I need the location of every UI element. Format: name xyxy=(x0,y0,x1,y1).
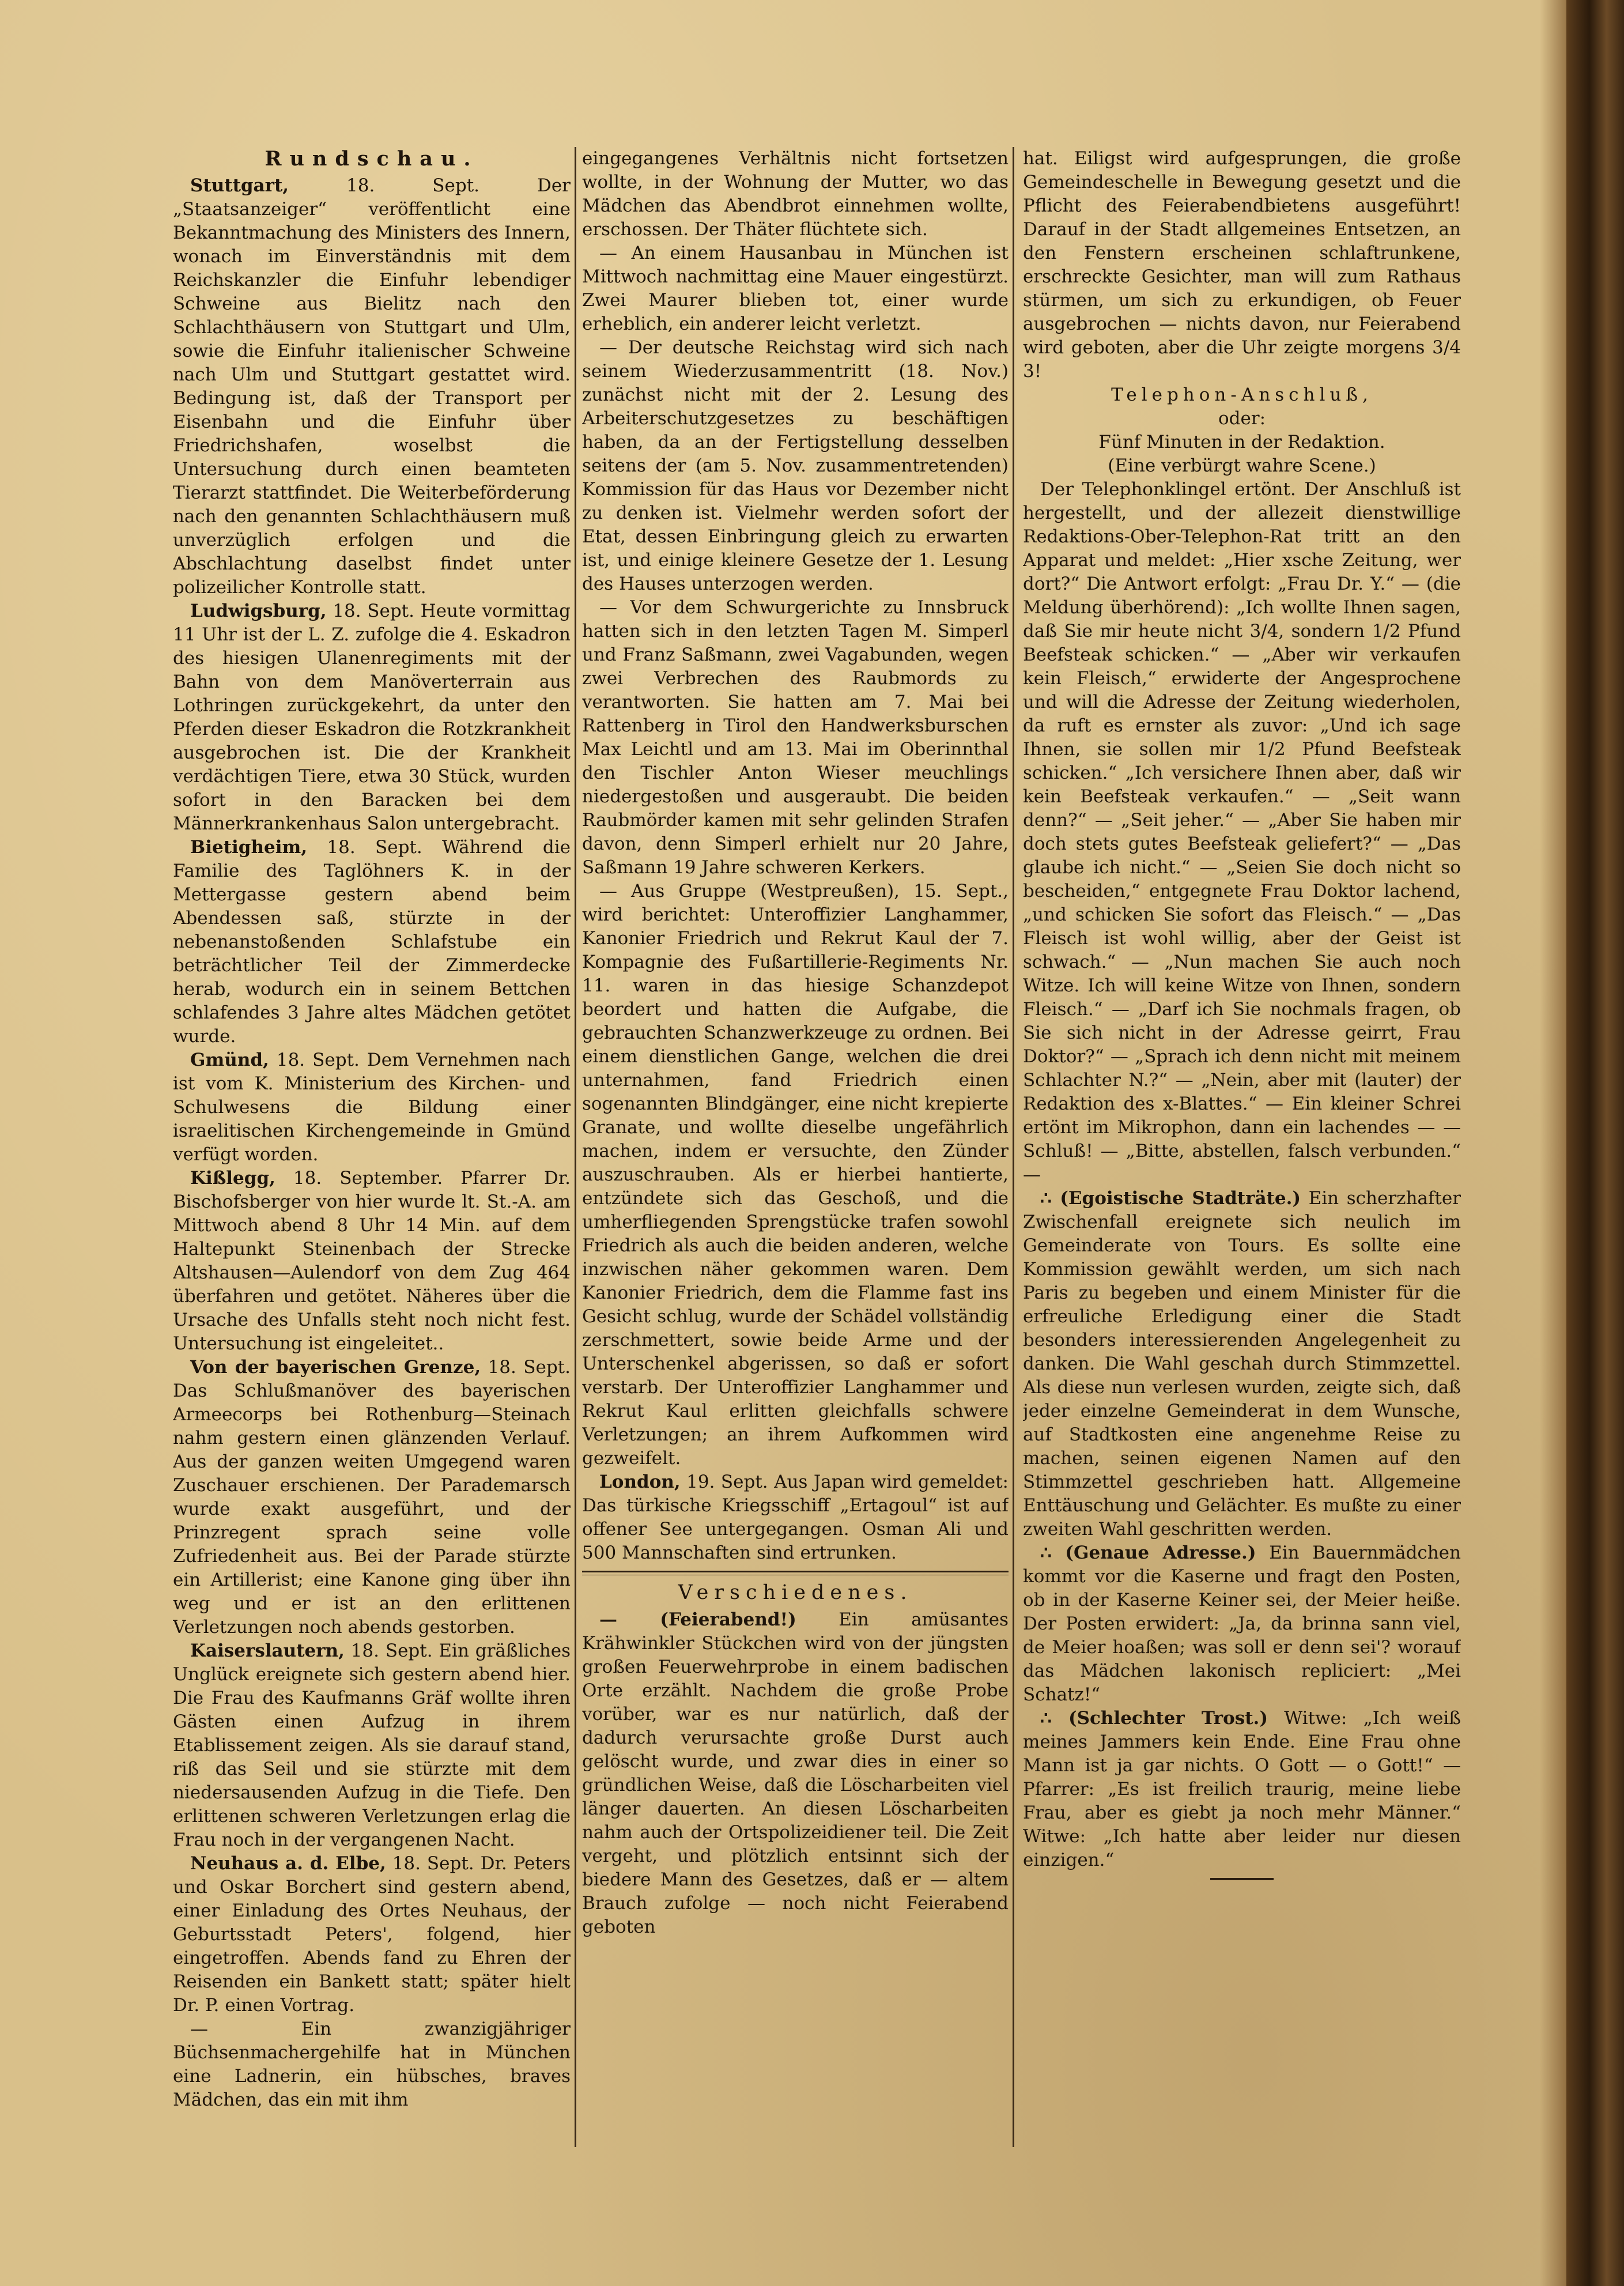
article xyxy=(1023,1541,1461,1707)
section-divider xyxy=(582,1571,1009,1575)
subhead-title: Telephon-Anschluß, xyxy=(1111,384,1373,405)
article-text: 18. Sept. Ein gräßliches Unglück ereignete sich gestern abend hier. Die Frau des Kaufmanns Gräf wollte ihren Gästen einen Aufzug in ihrem Etablissement zeigen. Als sie darauf stand, riß das Seil und sie stürzte mit dem niedersausenden Aufzug in die Tiefe. Den erlittenen schweren Verletzungen erlag die Frau noch in der vergangenen Nacht. xyxy=(173,1640,571,1850)
article xyxy=(1023,478,1461,1187)
article-text: Der Telephonklingel ertönt. Der Anschluß ist hergestellt, und der allezeit dienstwillige Redaktions-Ober-Telephon-Rat tritt an den Apparat und meldet: „Hier xsche Zeitung, wer dort?“ Die Antwort erfolgt: „Frau Dr. Y.“ — (die Meldung überhörend): „Ich wollte Ihnen sagen, daß Sie mir heute nicht 3/4, sondern 1/2 Pfund Beefsteak schicken.“ — „Aber wir verkaufen kein Fleisch,“ erwiderte der Angesprochene und will die Adresse der Zeitung wiederholen, da ruft es ernster als zuvor: „Und ich sage Ihnen, sie sollen mir 1/2 Pfund Beefsteak schicken.“ „Ich versichere Ihnen aber, daß wir kein Beefsteak verkaufen.“ — „Seit wann denn?“ — „Seit jeher.“ — „Aber Sie haben mir doch stets gutes Beefsteak geliefert?“ — „Das glaube ich nicht.“ — „Seien Sie doch nicht so bescheiden,“ entgegnete Frau Doktor lachend, „und schicken Sie sofort das Fleisch.“ — „Das Fleisch ist wohl willig, aber der Geist ist schwach.“ — „Nun machen Sie auch noch Witze. Ich will keine Witze von Ihnen, sondern Fleisch.“ — „Darf ich Sie nochmals fragen, ob Sie sich nicht in der Adresse geirrt, Frau Doktor?“ — „Sprach ich denn nicht mit meinem Schlachter N.?“ — „Nein, aber mit (lauter) der Redaktion des x-Blattes.“ — Ein kleiner Schrei ertönt im Mikrophon, dann ein lachendes — — Schluß! — „Bitte, abstellen, falsch verbunden.“ — xyxy=(1023,479,1461,1185)
article xyxy=(173,174,571,599)
article-text: hat. Eiligst wird aufgesprungen, die große Gemeindeschelle in Bewegung gesetzt und die Pflicht des Feierabendbietens ausgeführt! Darauf in der Stadt allgemeines Entsetzen, an den Fenstern erscheinen schlaftrunkene, erschreckte Gesichter, man will zum Rathaus stürmen, um sich zu erkundigen, ob Feuer ausgebrochen — nichts davon, nur Feierabend wird geboten, aber die Uhr zeigte morgens 3/4 3! xyxy=(1023,148,1461,382)
column-1 xyxy=(173,147,571,2147)
article-text: 18. Sept. Das Schlußmanöver des bayerischen Armeecorps bei Rothenburg—Steinach nahm gestern einen glänzenden Verlauf. Aus der ganzen weiten Umgegend waren Zuschauer erschienen. Der Parademarsch wurde exakt ausgeführt, und der Prinzregent sprach seine volle Zufriedenheit aus. Bei der Parade stürzte ein Artillerist; eine Kanone ging über ihn weg und er ist an den erlittenen Verletzungen noch abends gestorben. xyxy=(173,1357,571,1638)
article xyxy=(582,242,1009,336)
column-3 xyxy=(1023,147,1461,2141)
article-place: Bietigheim, xyxy=(190,837,308,858)
article-place: Von der bayerischen Grenze, xyxy=(190,1357,481,1378)
article-place: Neuhaus a. d. Elbe, xyxy=(190,1853,386,1874)
subhead-subtitle: Fünf Minuten in der Redaktion. xyxy=(1098,432,1385,452)
article xyxy=(173,1852,571,2017)
article xyxy=(173,836,571,1048)
subhead-note: (Eine verbürgt wahre Scene.) xyxy=(1108,455,1376,476)
article-text: 18. Sept. Heute vormittag 11 Uhr ist der L. Z. zufolge die 4. Eskadron des hiesigen Ulanenregiments mit der Bahn von dem Manöverterrain aus Lothringen zurückgekehrt, da unter den Pferden dieser Eskadron die Rotzkrankheit ausgebrochen ist. Die der Krankheit verdächtigen Tiere, etwa 30 Stück, wurden sofort in den Baracken bei dem Männerkrankenhaus Salon untergebracht. xyxy=(173,601,571,834)
article-text: Ein amüsantes Krähwinkler Stückchen wird von der jüngsten großen Feuerwehrprobe in einem badischen Orte erzählt. Nachdem die große Probe vorüber, war es nur natürlich, daß der dadurch verursachte große Durst auch gelöscht wurde, und zwar dies in einer so gründlichen Weise, daß die Löscharbeiten viel länger dauerten. An diesen Löscharbeiten nahm auch der Ortspolizeidiener teil. Die Zeit vergeht, und plötzlich entsinnt sich der biedere Mann des Gesetzes, daß er — altem Brauch zufolge — noch nicht Feierabend geboten xyxy=(582,1609,1009,1937)
article-text: — Der deutsche Reichstag wird sich nach seinem Wiederzusammentritt (18. Nov.) zunächst nicht mit der 2. Lesung des Arbeiterschutzgesetzes zu beschäftigen haben, da an der Fertigstellung desselben seitens der (am 5. Nov. zusammentretenden) Kommission für das Haus vor Dezember nicht zu denken ist. Vielmehr werden sofort der Etat, dessen Einbringung gleich zu erwarten ist, und einige kleinere Gesetze der 1. Lesung des Hauses unterzogen werden. xyxy=(582,337,1009,594)
article-place: ∴ (Schlechter Trost.) xyxy=(1040,1708,1268,1729)
article-text: 18. Sept. Der „Staatsanzeiger“ veröffentlicht eine Bekanntmachung des Ministers des Innern, wonach im Einverständnis mit dem Reichskanzler die Einfuhr lebendiger Schweine aus Bielitz nach den Schlachthäusern von Stuttgart und Ulm, sowie die Einfuhr italienischer Schweine nach Ulm und Stuttgart gestattet wird. Bedingung ist, daß der Transport per Eisenbahn und die Einfuhr über Friedrichshafen, woselbst die Untersuchung durch einen beamteten Tierarzt stattfindet. Die Weiterbeförderung nach den genannten Schlachthäusern muß unverzüglich erfolgen und die Abschlachtung daselbst findet unter polizeilicher Kontrolle statt. xyxy=(173,175,571,598)
article xyxy=(582,1470,1009,1565)
article-text: — Aus Gruppe (Westpreußen), 15. Sept., wird berichtet: Unteroffizier Langhammer, Kanonier Friedrich und Rekrut Kaul der 7. Kompagnie des Fußartillerie-Regiments Nr. 11. waren in das hiesige Schanzdepot beordert und hatten die Aufgabe, die gebrauchten Schanzwerkzeuge zu ordnen. Bei einem dienstlichen Gange, welchen die drei unternahmen, fand Friedrich einen sogenannten Blindgänger, eine nicht krepierte Granate, und wollte dieselbe ungefährlich machen, indem er versuchte, den Zünder auszuschrauben. Als er hierbei hantierte, entzündete sich das Geschoß, und die umherfliegenden Sprengstücke trafen sowohl Friedrich als auch die beiden anderen, welche inzwischen näher gekommen waren. Dem Kanonier Friedrich, dem die Flamme fast ins Gesicht schlug, wurde der Schädel vollständig zerschmettert, sowie beide Arme und der Unterschenkel abgerissen, so daß er sofort verstarb. Der Unteroffizier Langhammer und Rekrut Kaul erlitten gleichfalls schwere Verletzungen; an ihrem Aufkommen wird gezweifelt. xyxy=(582,881,1009,1469)
article-place: ∴ (Egoistische Stadträte.) xyxy=(1040,1188,1301,1209)
subhead-or: oder: xyxy=(1218,408,1266,429)
article-text: 18. Sept. Dem Vernehmen nach ist vom K. Ministerium des Kirchen- und Schulwesens die Bildung einer israelitischen Kirchengemeinde in Gmünd verfügt worden. xyxy=(173,1050,571,1165)
article-place: ∴ (Genaue Adresse.) xyxy=(1040,1542,1256,1563)
article xyxy=(173,1356,571,1639)
article-place: Gmünd, xyxy=(190,1050,269,1070)
section-heading-verschiedenes: Verschiedenes. xyxy=(678,1581,913,1604)
article xyxy=(1023,1707,1461,1872)
article-text: — Vor dem Schwurgerichte zu Innsbruck hatten sich in den letzten Tagen M. Simperl und Franz Saßmann, zwei Vagabunden, wegen zwei Verbrechen des Raubmords zu verantworten. Sie hatten am 7. Mai bei Rattenberg in Tirol den Handwerksburschen Max Leichtl und am 13. Mai im Oberinnthal den Tischler Anton Wieser meuchlings niedergestoßen und ausgeraubt. Die beiden Raubmörder kamen mit sehr gelinden Strafen davon, denn Simperl erhielt nur 20 Jahre, Saßmann 19 Jahre schweren Kerkers. xyxy=(582,597,1009,878)
article-place: Ludwigsburg, xyxy=(190,601,327,621)
article-text: — An einem Hausanbau in München ist Mittwoch nachmittag eine Mauer eingestürzt. Zwei Maurer blieben tot, einer wurde erheblich, ein anderer leicht verletzt. xyxy=(582,243,1009,334)
column-rule-2 xyxy=(1013,147,1014,2147)
article xyxy=(582,596,1009,880)
article-place: Stuttgart, xyxy=(190,175,289,196)
book-binding-edge xyxy=(1566,0,1624,2286)
article-text: eingegangenes Verhältnis nicht fortsetzen wollte, in der Wohnung der Mutter, wo das Mädchen das Abendbrot einnehmen wollte, erschossen. Der Thäter flüchtete sich. xyxy=(582,148,1009,240)
article-text: 19. Sept. Aus Japan wird gemeldet: Das türkische Kriegsschiff „Ertagoul“ ist auf offener See untergegangen. Osman Ali und 500 Mannschaften sind ertrunken. xyxy=(582,1472,1009,1563)
page-edge-shadow xyxy=(1540,0,1566,2286)
article-text: 18. September. Pfarrer Dr. Bischofsberger von hier wurde lt. St.-A. am Mittwoch abend 8 Uhr 14 Min. auf dem Haltepunkt Steinenbach der Strecke Altshausen—Aulendorf von dem Zug 464 überfahren und getötet. Näheres über die Ursache des Unfalls steht noch nicht fest. Untersuchung ist eingeleitet.. xyxy=(173,1168,571,1354)
article xyxy=(582,336,1009,596)
article xyxy=(173,1167,571,1356)
article xyxy=(1023,1187,1461,1541)
article-text: Ein scherzhafter Zwischenfall ereignete sich neulich im Gemeinderate von Tours. Es sollte eine Kommission gewählt werden, um sich nach Paris zu begeben und einem Minister für die erfreuliche Erledigung einer die Stadt besonders interessierenden Angelegenheit zu danken. Die Wahl geschah durch Stimmzettel. Als diese nun verlesen wurden, zeigte sich, daß jeder einzelne Gemeinderat in dem Wunsche, auf Stadtkosten eine angenehme Reise zu machen, seinen eigenen Namen auf den Stimmzettel geschrieben hatt. Allgemeine Enttäuschung und Gelächter. Es mußte zu einer zweiten Wahl geschritten werden. xyxy=(1023,1188,1461,1540)
article xyxy=(582,880,1009,1470)
article xyxy=(173,1639,571,1852)
article-place: London, xyxy=(599,1472,681,1492)
article-text: Ein Bauernmädchen kommt vor die Kaserne und fragt den Posten, ob in der Kaserne Keiner sei, der Meier heiße. Der Posten erwidert: „Ja, da brinna sann viel, de Meier hoaßen; was soll er denn sei'? worauf das Mädchen lakonisch repliciert: „Mei Schatz!“ xyxy=(1023,1542,1461,1705)
article xyxy=(173,1048,571,1167)
end-rule xyxy=(1210,1878,1274,1880)
article xyxy=(582,147,1009,242)
column-2 xyxy=(582,147,1009,2153)
article-place: Kißlegg, xyxy=(190,1168,275,1189)
article xyxy=(173,599,571,836)
article xyxy=(582,1608,1009,1939)
section-heading-rundschau: Rundschau. xyxy=(265,147,479,171)
article-text: 18. Sept. Dr. Peters und Oskar Borchert sind gestern abend, einer Einladung des Ortes Neuhaus, der Geburtsstadt Peters', folgend, hier eingetroffen. Abends fand zu Ehren der Reisenden ein Bankett statt; später hielt Dr. P. einen Vortrag. xyxy=(173,1853,571,2016)
article-text: Witwe: „Ich weiß meines Jammers kein Ende. Eine Frau ohne Mann ist ja gar nichts. O Gott — o Gott!“ — Pfarrer: „Es ist freilich traurig, meine liebe Frau, aber es giebt ja noch mehr Männer.“ Witwe: „Ich hatte aber leider nur diesen einzigen.“ xyxy=(1023,1708,1461,1870)
article-text: 18. Sept. Während die Familie des Taglöhners K. in der Mettergasse gestern abend beim Abendessen saß, stürzte in der nebenanstoßenden Schlafstube ein beträchtlicher Teil der Zimmerdecke herab, wodurch ein in seinem Bettchen schlafendes 3 Jahre altes Mädchen getötet wurde. xyxy=(173,837,571,1047)
column-rule-1 xyxy=(575,147,576,2147)
article-place: — (Feierabend!) xyxy=(599,1609,796,1630)
article-text: — Ein zwanzigjähriger Büchsenmachergehilfe hat in München eine Ladnerin, ein hübsches, braves Mädchen, das ein mit ihm xyxy=(173,2019,571,2110)
article-place: Kaiserslautern, xyxy=(190,1640,345,1661)
article xyxy=(1023,147,1461,383)
article xyxy=(173,2017,571,2112)
